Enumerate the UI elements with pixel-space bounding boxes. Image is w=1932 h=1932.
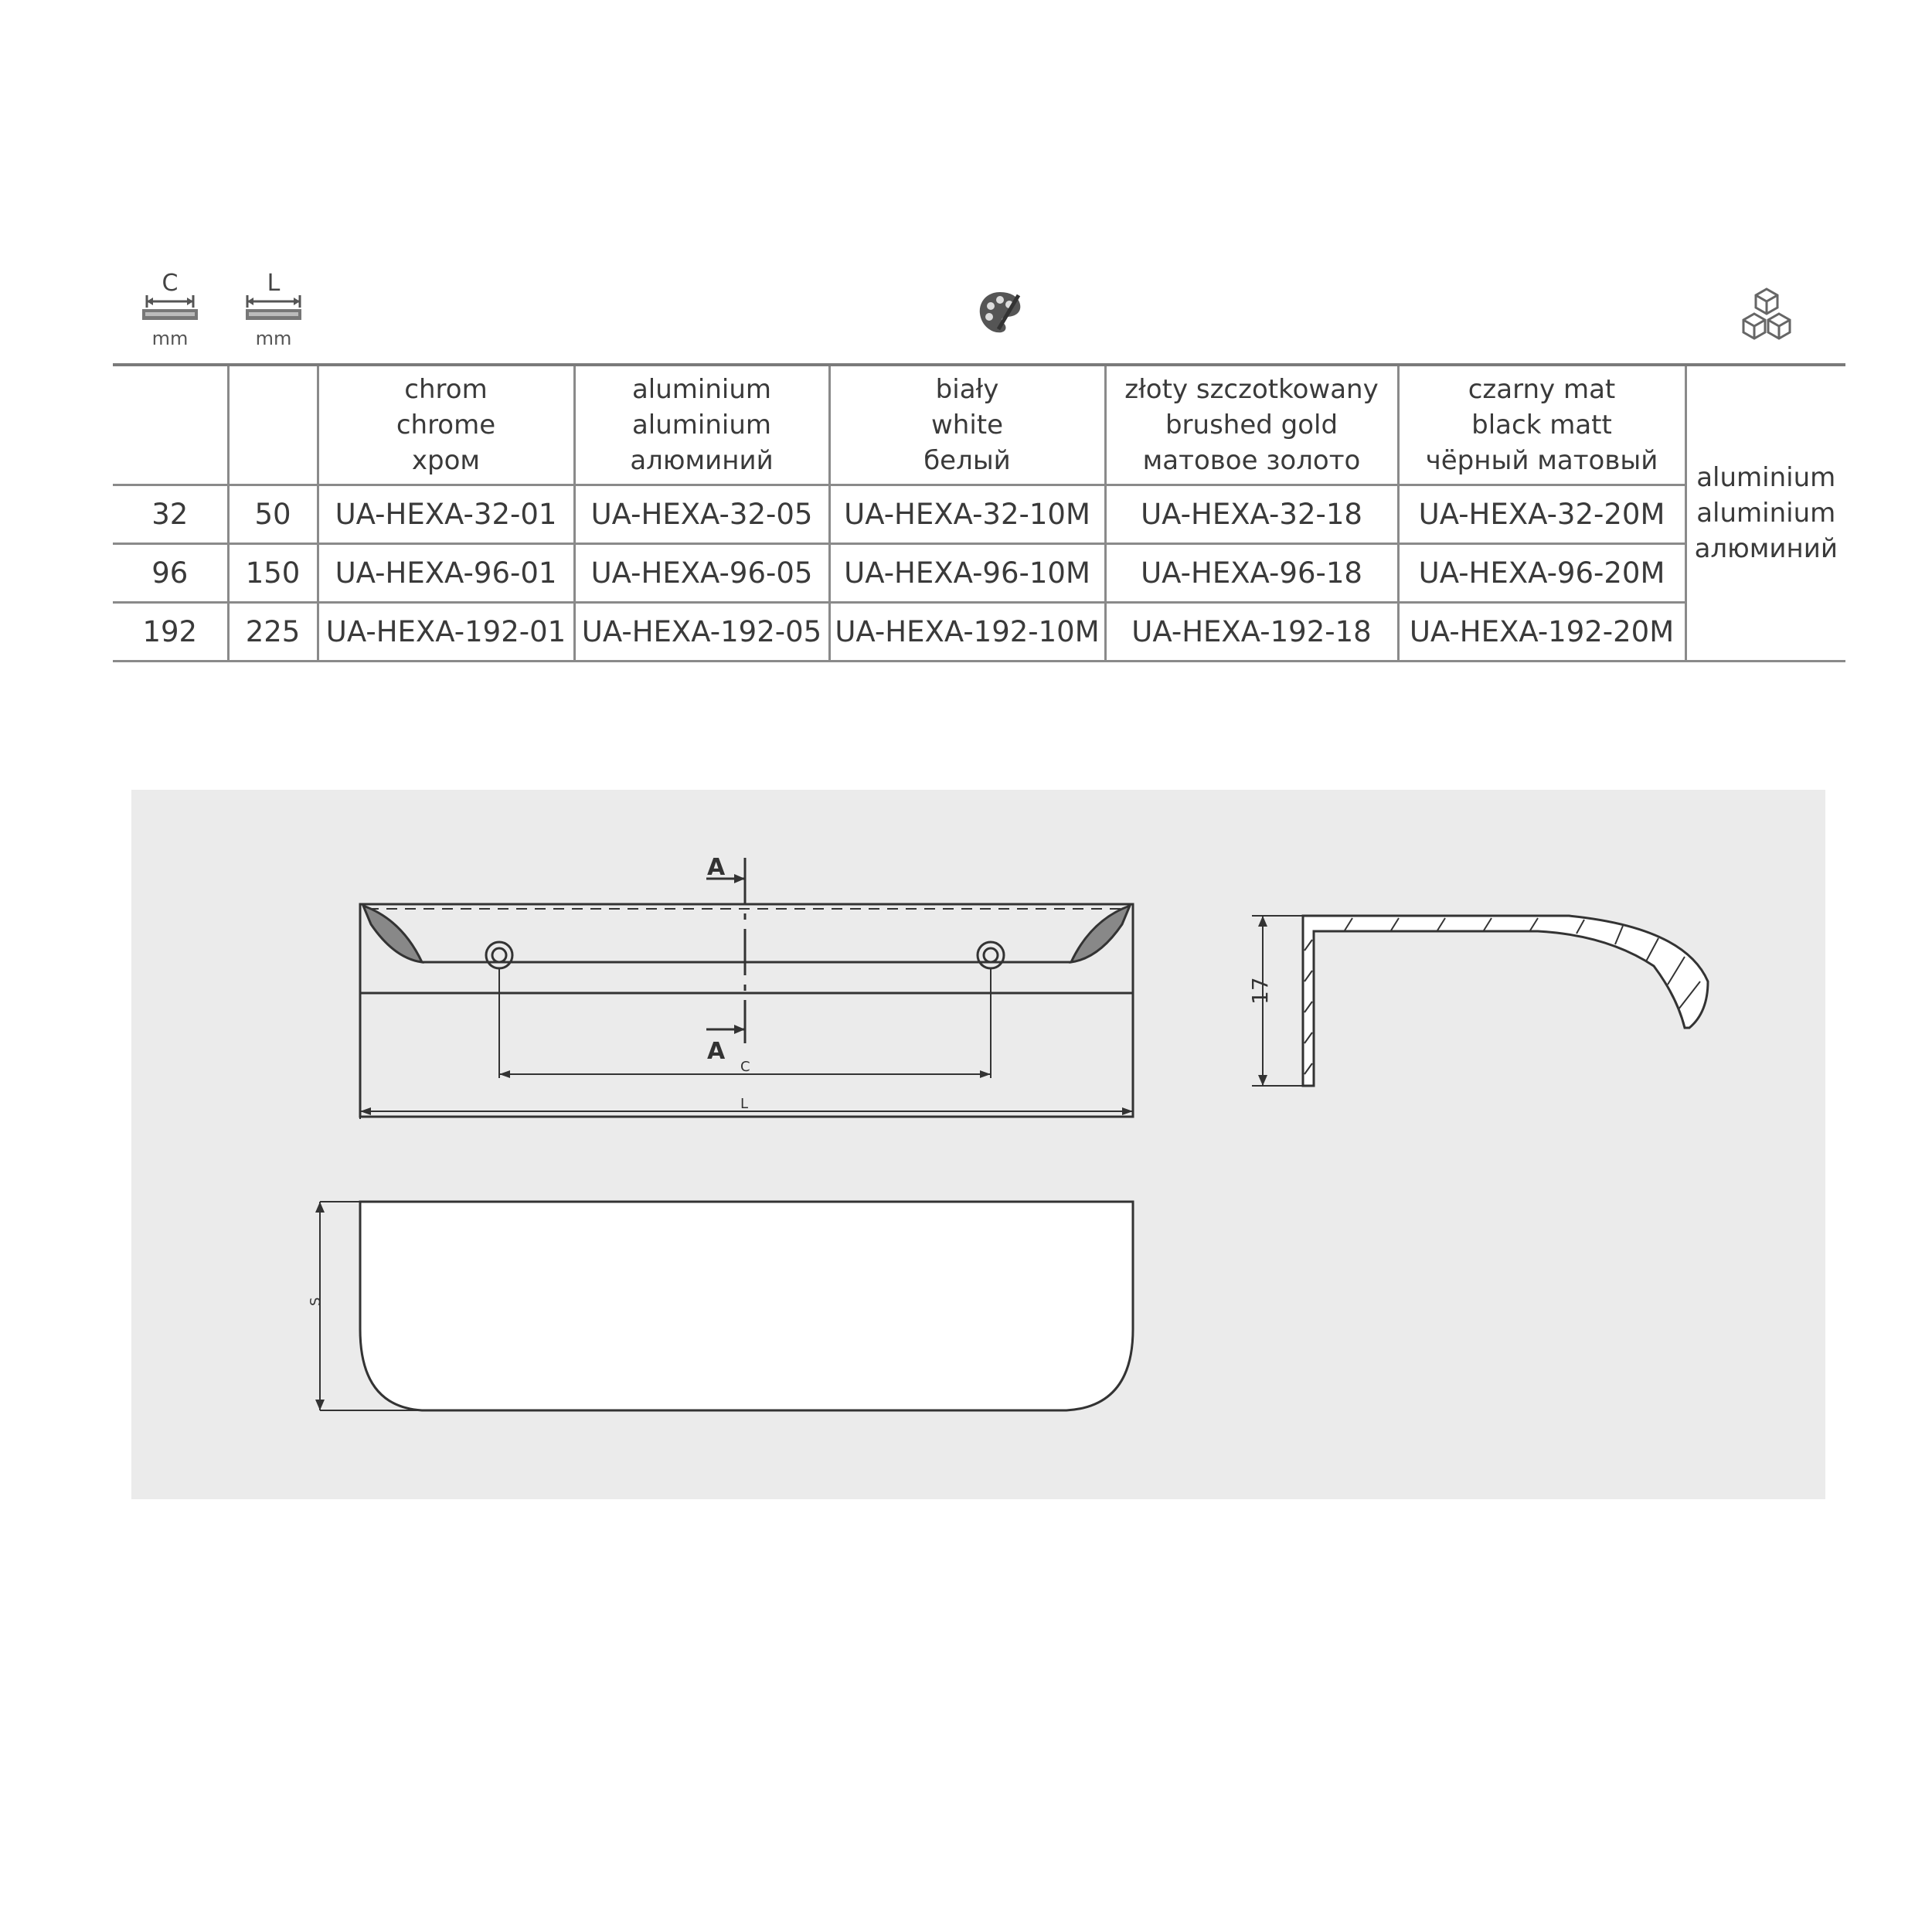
code-cell: UA-HEXA-96-05 xyxy=(574,544,829,603)
l-letter: L xyxy=(267,270,281,297)
finish-pl: biały xyxy=(935,374,999,405)
code-cell: UA-HEXA-192-20M xyxy=(1398,603,1685,662)
dim-height-label: 17 xyxy=(1247,977,1273,1005)
finish-en: aluminium xyxy=(631,410,772,440)
code-cell: UA-HEXA-192-01 xyxy=(318,603,574,662)
finish-en: brushed gold xyxy=(1165,410,1338,440)
code-cell: UA-HEXA-32-18 xyxy=(1105,485,1398,544)
finish-ru: алюминий xyxy=(630,445,774,476)
finish-ru: хром xyxy=(411,445,481,476)
code-cell: UA-HEXA-32-05 xyxy=(574,485,829,544)
l-unit: mm xyxy=(255,328,292,349)
dim-l-label: L xyxy=(740,1096,749,1112)
dim-c-label: C xyxy=(740,1059,750,1075)
code-cell: UA-HEXA-32-01 xyxy=(318,485,574,544)
finish-pl: czarny mat xyxy=(1468,374,1616,405)
material-ru: алюминий xyxy=(1694,533,1838,564)
code-cell: UA-HEXA-96-18 xyxy=(1105,544,1398,603)
code-cell: UA-HEXA-96-20M xyxy=(1398,544,1685,603)
l-value: 150 xyxy=(228,544,318,603)
code-cell: UA-HEXA-192-05 xyxy=(574,603,829,662)
c-letter: C xyxy=(162,270,179,297)
section-view xyxy=(1252,916,1708,1086)
l-value: 50 xyxy=(228,485,318,544)
material-en: aluminium xyxy=(1696,498,1836,529)
c-value: 32 xyxy=(113,485,228,544)
finish-en: white xyxy=(930,410,1004,440)
section-label-bottom: A xyxy=(707,1038,726,1065)
code-cell: UA-HEXA-192-18 xyxy=(1105,603,1398,662)
section-label-top: A xyxy=(707,854,726,881)
finish-pl: aluminium xyxy=(631,374,772,405)
c-value: 96 xyxy=(113,544,228,603)
code-cell: UA-HEXA-192-10M xyxy=(829,603,1105,662)
finish-en: black matt xyxy=(1471,410,1612,440)
c-value: 192 xyxy=(113,603,228,662)
code-cell: UA-HEXA-96-10M xyxy=(829,544,1105,603)
l-value: 225 xyxy=(228,603,318,662)
finish-pl: złoty szczotkowany xyxy=(1124,374,1379,405)
dim-side-label: S xyxy=(308,1297,324,1306)
code-cell: UA-HEXA-32-20M xyxy=(1398,485,1685,544)
finish-ru: матовое золото xyxy=(1142,445,1361,476)
front-view xyxy=(360,858,1133,1119)
finish-ru: белый xyxy=(923,445,1011,476)
finish-pl: chrom xyxy=(404,374,488,405)
finish-en: chrome xyxy=(396,410,496,440)
top-view xyxy=(315,1202,1133,1410)
finish-ru: чёрный матовый xyxy=(1425,445,1658,476)
c-unit: mm xyxy=(151,328,189,349)
material-pl: aluminium xyxy=(1696,462,1836,493)
code-cell: UA-HEXA-96-01 xyxy=(318,544,574,603)
code-cell: UA-HEXA-32-10M xyxy=(829,485,1105,544)
